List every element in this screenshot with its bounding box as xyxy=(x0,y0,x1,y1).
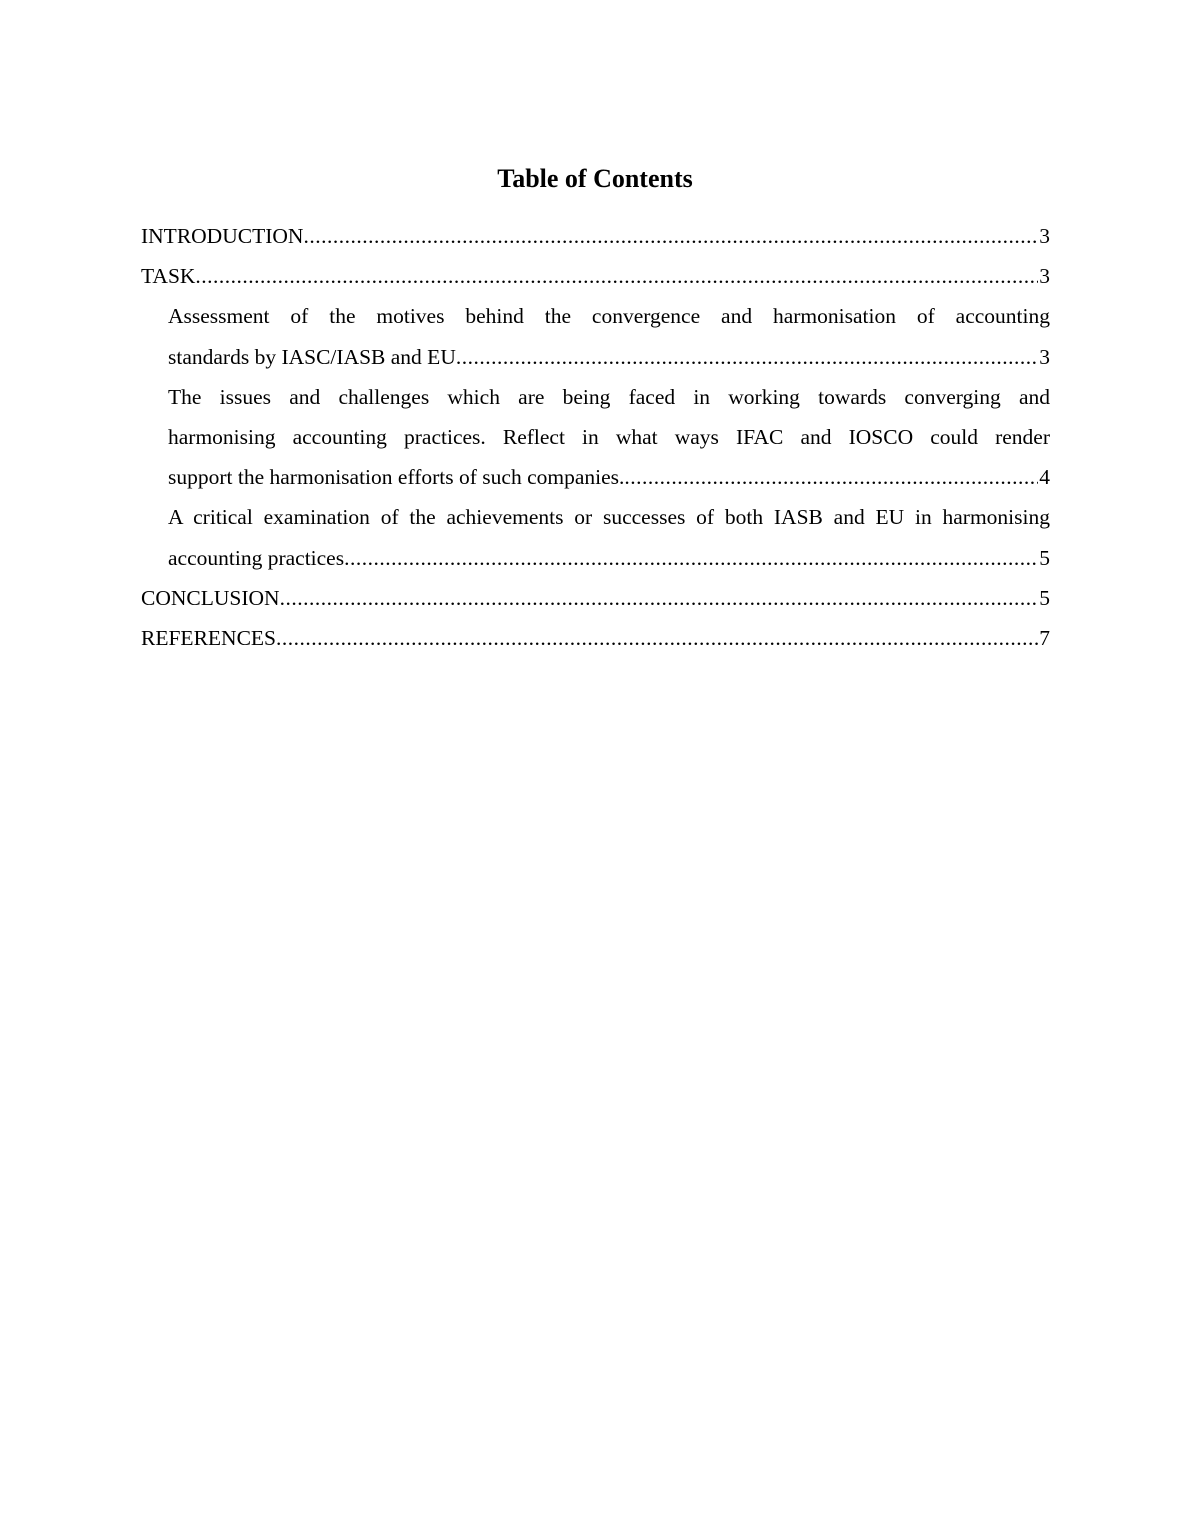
toc-entry-label-line: A critical examination of the achievements or successes of both IASB and EU in harmonising xyxy=(168,505,1050,530)
toc-page-number: 3 xyxy=(1039,344,1050,369)
toc-dot-leader xyxy=(303,216,1038,256)
toc-entry-label: standards by IASC/IASB and EU xyxy=(168,344,456,369)
toc-line xyxy=(141,578,1050,618)
toc-entry-label: REFERENCES xyxy=(141,626,276,651)
toc-entry-label: CONCLUSION xyxy=(141,585,280,610)
toc-entry-references[interactable] xyxy=(141,618,1050,658)
toc-line xyxy=(168,457,1050,497)
toc-heading: Table of Contents xyxy=(497,164,693,193)
toc-dot-leader xyxy=(280,578,1039,618)
toc-entry-task[interactable] xyxy=(141,256,1050,296)
toc-entry-issues[interactable] xyxy=(168,377,1050,498)
toc-line xyxy=(168,538,1050,578)
toc-entry-assessment[interactable] xyxy=(168,296,1050,376)
toc-dot-leader xyxy=(195,256,1038,296)
toc-line xyxy=(168,337,1050,377)
toc-dot-leader xyxy=(344,538,1038,578)
toc-page-number: 3 xyxy=(1039,264,1050,289)
toc-line xyxy=(141,256,1050,296)
toc-page-number: 4 xyxy=(1039,465,1050,490)
toc-entry-conclusion[interactable] xyxy=(141,578,1050,618)
toc-entry-label-line: The issues and challenges which are being faced in working towards converging and xyxy=(168,384,1050,409)
toc-entry-introduction[interactable] xyxy=(141,216,1050,256)
toc-entry-critical-examination[interactable] xyxy=(168,497,1050,577)
toc-entry-label: accounting practices xyxy=(168,545,345,570)
toc-page-number: 7 xyxy=(1039,626,1050,651)
toc-page-number: 5 xyxy=(1039,585,1050,610)
toc-list xyxy=(141,216,1050,658)
toc-page-number: 3 xyxy=(1039,224,1050,248)
toc-entry-label: support the harmonisation efforts of such companies. xyxy=(168,465,625,490)
toc-entry-label-line: harmonising accounting practices. Reflect in what ways IFAC and IOSCO could render xyxy=(168,425,1050,450)
toc-entry-label-line: Assessment of the motives behind the convergence and harmonisation of accounting xyxy=(168,304,1050,329)
toc-line xyxy=(141,618,1050,658)
toc-dot-leader xyxy=(624,457,1038,497)
toc-line xyxy=(141,216,1050,256)
toc-entry-label: INTRODUCTION xyxy=(141,224,304,248)
toc-dot-leader xyxy=(456,337,1038,377)
toc-entry-label: TASK xyxy=(141,264,196,289)
toc-page-number: 5 xyxy=(1039,545,1050,570)
toc-dot-leader xyxy=(276,618,1038,658)
